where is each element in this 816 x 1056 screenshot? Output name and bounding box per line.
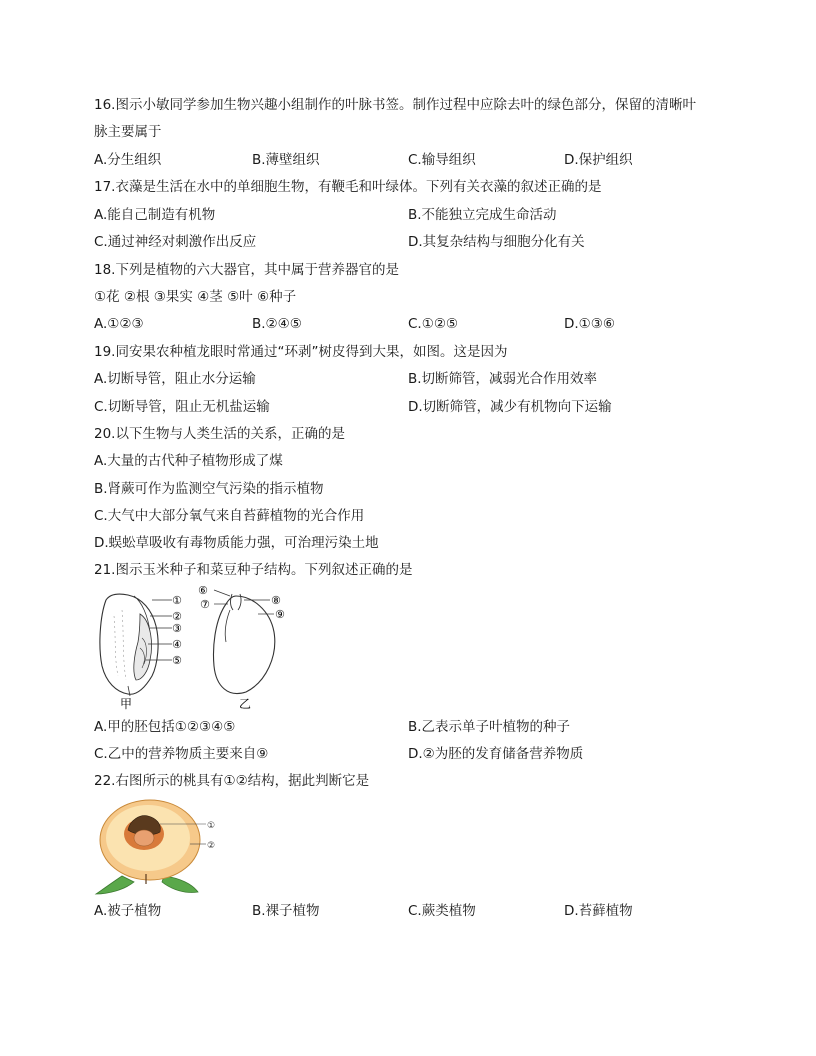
- peach-figure: [94, 798, 244, 898]
- q22-option-b[interactable]: B.裸子植物: [252, 903, 320, 919]
- q21-options-row1: [94, 718, 734, 736]
- corn-label-3: ③: [172, 622, 182, 635]
- q21-options-row2: [94, 745, 734, 763]
- q16-options: [94, 151, 734, 169]
- q17-option-d[interactable]: D.其复杂结构与细胞分化有关: [408, 234, 585, 250]
- q20-option-a[interactable]: A.大量的古代种子植物形成了煤: [94, 453, 283, 469]
- q18-option-b[interactable]: B.②④⑤: [252, 316, 302, 332]
- seed-structure-figure: [94, 586, 314, 711]
- q16-stem-line1: 16.图示小敏同学参加生物兴趣小组制作的叶脉书签。制作过程中应除去叶的绿色部分，保留的清晰叶: [94, 97, 696, 113]
- q18-stem: 18.下列是植物的六大器官，其中属于营养器官的是: [94, 262, 399, 278]
- q16-option-c[interactable]: C.输导组织: [408, 152, 476, 168]
- q17-option-b[interactable]: B.不能独立完成生命活动: [408, 207, 557, 223]
- bean-label-7: ⑦: [200, 598, 210, 611]
- bean-caption: 乙: [239, 697, 252, 711]
- q21-option-b[interactable]: B.乙表示单子叶植物的种子: [408, 719, 571, 735]
- q17-stem: 17.衣藻是生活在水中的单细胞生物，有鞭毛和叶绿体。下列有关衣藻的叙述正确的是: [94, 179, 602, 195]
- q17-options-row2: [94, 233, 734, 251]
- bean-label-6: ⑥: [198, 586, 208, 597]
- q20-option-d[interactable]: D.蜈蚣草吸收有毒物质能力强，可治理污染土地: [94, 535, 379, 551]
- q22-option-a[interactable]: A.被子植物: [94, 903, 162, 919]
- q18-option-c[interactable]: C.①②⑤: [408, 316, 459, 332]
- q21-option-d[interactable]: D.②为胚的发育储备营养物质: [408, 746, 584, 762]
- q19-option-a[interactable]: A.切断导管，阻止水分运输: [94, 371, 256, 387]
- q17-option-c[interactable]: C.通过神经对刺激作出反应: [94, 234, 257, 250]
- q20-stem: 20.以下生物与人类生活的关系，正确的是: [94, 426, 345, 442]
- bean-label-8: ⑧: [271, 594, 281, 607]
- q20-option-c[interactable]: C.大气中大部分氧气来自苔藓植物的光合作用: [94, 508, 365, 524]
- q21-stem: 21.图示玉米种子和菜豆种子结构。下列叙述正确的是: [94, 562, 413, 578]
- q19-option-d[interactable]: D.切断筛管，减少有机物向下运输: [408, 399, 612, 415]
- q17-option-a[interactable]: A.能自己制造有机物: [94, 207, 216, 223]
- corn-caption: 甲: [120, 697, 133, 711]
- q19-option-b[interactable]: B.切断筛管，减弱光合作用效率: [408, 371, 598, 387]
- corn-label-1: ①: [172, 594, 182, 607]
- corn-label-5: ⑤: [172, 654, 182, 667]
- q21-option-c[interactable]: C.乙中的营养物质主要来自⑨: [94, 746, 269, 762]
- peach-label-1: ①: [207, 821, 216, 831]
- q22-stem: 22.右图所示的桃具有①②结构，据此判断它是: [94, 773, 370, 789]
- q18-options: [94, 315, 734, 333]
- q19-options-row1: [94, 370, 734, 388]
- q21-option-a[interactable]: A.甲的胚包括①②③④⑤: [94, 719, 236, 735]
- peach-label-2: ②: [207, 841, 216, 851]
- q19-options-row2: [94, 398, 734, 416]
- q16-stem-line2: 脉主要属于: [94, 124, 162, 140]
- q16-option-d[interactable]: D.保护组织: [564, 152, 633, 168]
- q20-option-b[interactable]: B.肾蕨可作为监测空气污染的指示植物: [94, 481, 324, 497]
- corn-label-2: ②: [172, 610, 182, 623]
- q17-options-row1: [94, 206, 734, 224]
- q18-organ-list: ①花 ②根 ③果实 ④茎 ⑤叶 ⑥种子: [94, 289, 297, 305]
- q18-option-d[interactable]: D.①③⑥: [564, 316, 615, 332]
- q16-option-b[interactable]: B.薄壁组织: [252, 152, 320, 168]
- bean-label-9: ⑨: [275, 608, 285, 621]
- q19-option-c[interactable]: C.切断导管，阻止无机盐运输: [94, 399, 270, 415]
- q16-option-a[interactable]: A.分生组织: [94, 152, 162, 168]
- q22-option-c[interactable]: C.蕨类植物: [408, 903, 476, 919]
- corn-label-4: ④: [172, 638, 182, 651]
- bean-seed-diagram: [198, 586, 285, 711]
- corn-seed-diagram: [100, 594, 182, 711]
- q19-stem: 19.同安果农种植龙眼时常通过“环剥”树皮得到大果，如图。这是因为: [94, 344, 508, 360]
- q22-option-d[interactable]: D.苔藓植物: [564, 903, 633, 919]
- q18-option-a[interactable]: A.①②③: [94, 316, 144, 332]
- q22-options: [94, 902, 734, 920]
